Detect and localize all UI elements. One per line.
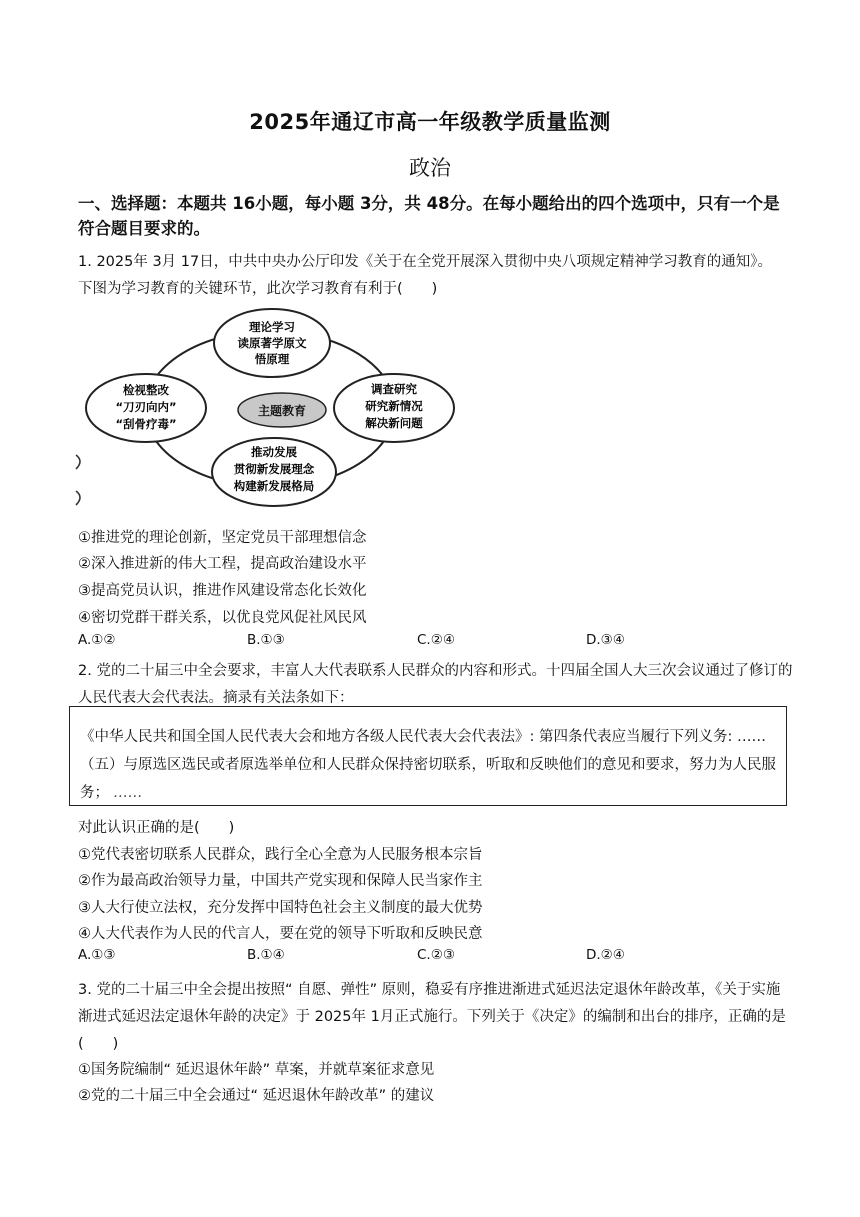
- q1-option-d: D.③④: [586, 632, 625, 648]
- q2-item-4: ④人大代表作为人民的代言人，要在党的领导下听取和反映民意: [78, 926, 483, 942]
- section-heading: 一、选择题：本题共 16小题，每小题 3分，共 48分。在每小题给出的四个选项中，只有一个是符合题目要求的。: [78, 194, 780, 238]
- q1-option-a: A.①②: [78, 632, 116, 648]
- diagram-bottom-line2: 贯彻新发展理念: [233, 462, 315, 476]
- diagram-right-line2: 研究新情况: [365, 399, 423, 413]
- q1-item-4: ④密切党群干群关系，以优良党风促社风民风: [78, 610, 367, 626]
- q1-diagram: [74, 305, 460, 513]
- q3-item-1: ①国务院编制“ 延迟退休年龄” 草案，并就草案征求意见: [78, 1062, 435, 1078]
- q2-law-excerpt-tail: ……: [113, 785, 143, 801]
- q1-stem-line2: 下图为学习教育的关键环节，此次学习教育有利于( ): [78, 281, 438, 297]
- q1-option-c: C.②④: [417, 632, 455, 648]
- diagram-top-line1: 理论学习: [249, 320, 295, 334]
- q2-law-excerpt: 《中华人民共和国全国人民代表大会和地方各级人民代表大会代表法》: 第四条代表应当履行下列义务: ……（五）与原选区选民或者原选举单位和人民群众保持密切联系，听取和反映他们的意见和要求，努力为人民服务；: [80, 729, 776, 801]
- diagram-bottom-line1: 推动发展: [251, 445, 297, 459]
- scan-artifact-mark: [76, 491, 80, 505]
- diagram-right-line3: 解决新问题: [365, 416, 423, 430]
- q2-option-b: B.①④: [247, 947, 285, 963]
- q3-stem: 3. 党的二十届三中全会提出按照“ 自愿、弹性” 原则，稳妥有序推进渐进式延迟法定退休年龄改革，《关于实施渐进式延迟法定退休年龄的决定》于 2025年 1月正式施行。下列关于《决定》的编制和出台的排序，正确的是( ): [78, 982, 786, 1052]
- q2-item-2: ②作为最高政治领导力量，中国共产党实现和保障人民当家作主: [78, 873, 483, 889]
- q1-item-3: ③提高党员认识，推进作风建设常态化长效化: [78, 583, 367, 599]
- scan-artifact-mark: [76, 455, 80, 469]
- q2-stem: 2. 党的二十届三中全会要求，丰富人大代表联系人民群众的内容和形式。十四届全国人大三次会议通过了修订的人民代表大会代表法。摘录有关法条如下：: [78, 663, 793, 706]
- exam-subject: 政治: [409, 156, 451, 180]
- exam-title: 2025年通辽市高一年级教学质量监测: [249, 110, 611, 134]
- q2-option-d: D.②④: [586, 947, 625, 963]
- diagram-left-line2: “刀刃向内”: [115, 400, 177, 414]
- q3-item-2: ②党的二十届三中全会通过“ 延迟退休年龄改革” 的建议: [78, 1088, 435, 1104]
- q2-option-a: A.①③: [78, 947, 116, 963]
- diagram-left-line1: 检视整改: [123, 383, 169, 397]
- diagram-bottom-line3: 构建新发展格局: [233, 479, 315, 493]
- diagram-top-line2: 读原著学原文: [237, 336, 307, 350]
- q2-item-3: ③人大行使立法权，充分发挥中国特色社会主义制度的最大优势: [78, 900, 483, 916]
- diagram-left-line3: “刮骨疗毒”: [115, 417, 177, 431]
- q2-option-c: C.②③: [417, 947, 455, 963]
- q2-item-1: ①党代表密切联系人民群众，践行全心全意为人民服务根本宗旨: [78, 847, 483, 863]
- q1-stem-line1: 1. 2025年 3月 17日，中共中央办公厅印发《关于在全党开展深入贯彻中央八项规定精神学习教育的通知》。: [78, 254, 772, 270]
- q1-option-b: B.①③: [247, 632, 285, 648]
- q1-item-2: ②深入推进新的伟大工程，提高政治建设水平: [78, 556, 367, 572]
- diagram-right-line1: 调查研究: [371, 382, 417, 396]
- q2-prompt: 对此认识正确的是( ): [78, 820, 235, 836]
- q1-item-1: ①推进党的理论创新，坚定党员干部理想信念: [78, 530, 367, 546]
- diagram-top-line3: 悟原理: [254, 352, 290, 366]
- q2-law-excerpt-box: [69, 706, 787, 806]
- diagram-center-label: 主题教育: [257, 404, 307, 418]
